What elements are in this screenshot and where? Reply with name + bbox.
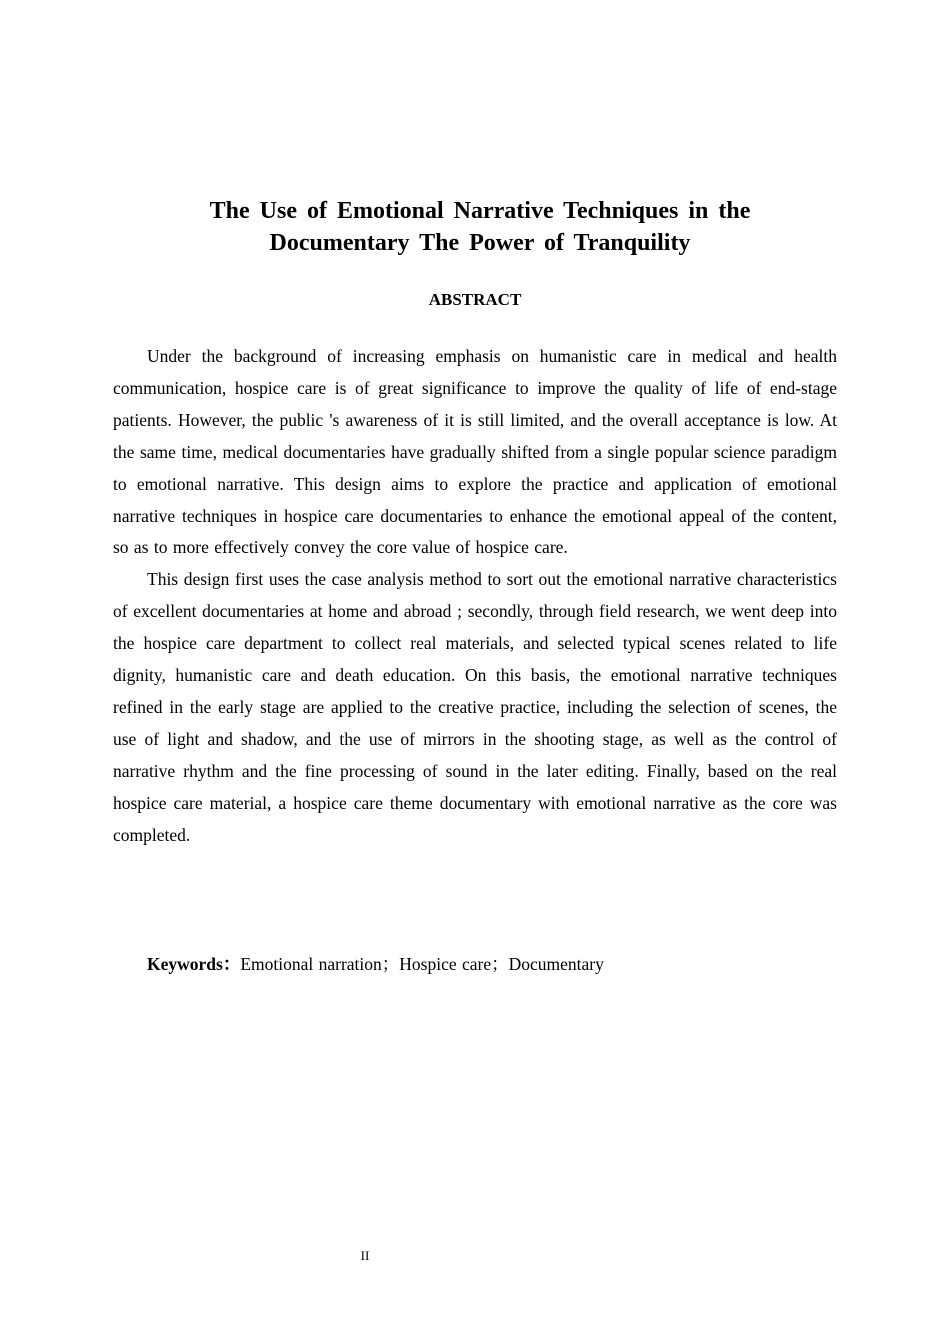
abstract-paragraph-2: This design first uses the case analysis method to sort out the emotional narrative characteristics of excellent documentaries at home and abroad ; secondly, through field research, we went deep into the hospice care department to collect real materials, and selected typical scenes related to life dignity, humanistic care and death education. On this basis, the emotional narrative techniques refined in the early stage are applied to the creative practice, including the selection of scenes, the use of light and shadow, and the use of mirrors in the shooting stage, as well as the control of narrative rhythm and the fine processing of sound in the later editing. Finally, based on the real hospice care material, a hospice care theme documentary with emotional narrative as the core was completed. (113, 569, 837, 845)
abstract-body (113, 341, 837, 852)
keywords-label: Keywords： (147, 954, 241, 974)
title-line-1: The Use of Emotional Narrative Techniques in the (209, 198, 751, 224)
abstract-paragraph-1: Under the background of increasing emphasis on humanistic care in medical and health communication, hospice care is of great significance to improve the quality of life of end-stage patients. However, the public 's awareness of it is still limited, and the overall acceptance is low. At the same time, medical documentaries have gradually shifted from a single popular science paradigm to emotional narrative. This design aims to explore the practice and application of emotional narrative techniques in hospice care documentaries to enhance the emotional appeal of the content, so as to more effectively convey the core value of hospice care. (113, 346, 837, 558)
keywords-line (147, 950, 604, 978)
keywords-text: Emotional narration；Hospice care；Documentary (240, 954, 604, 974)
document-title (150, 195, 810, 259)
abstract-heading: ABSTRACT (428, 290, 522, 309)
title-line-2: Documentary The Power of Tranquility (269, 230, 691, 256)
page-number: II (360, 1248, 370, 1263)
